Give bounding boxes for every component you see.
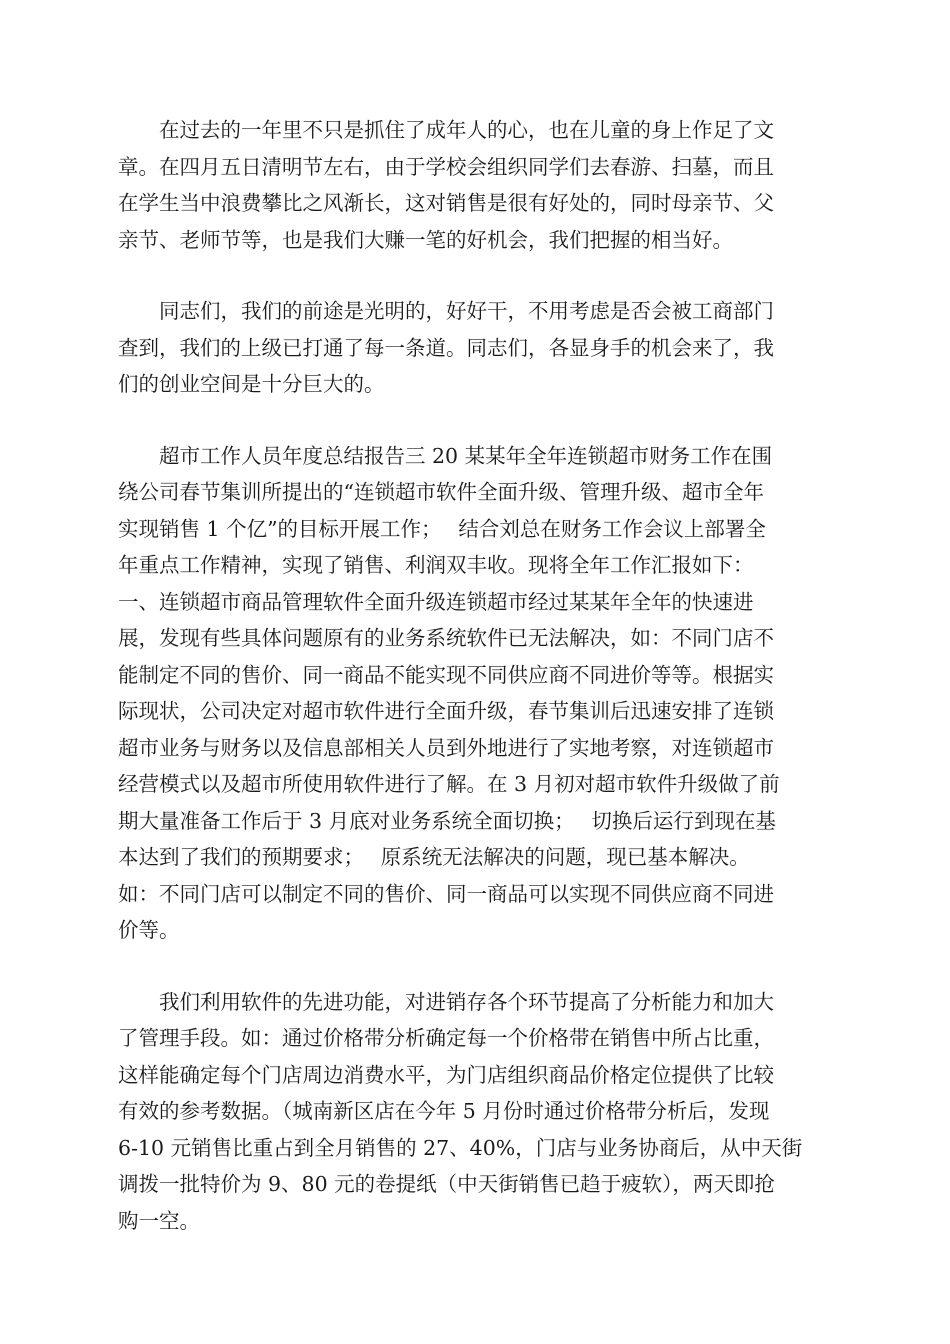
- text-line: 这样能确定每个门店周边消费水平，为门店组织商品价格定位提供了比较: [118, 1062, 774, 1087]
- paragraph-2: [118, 293, 832, 403]
- text-line: 超市业务与财务以及信息部相关人员到外地进行了实地考察，对连锁超市: [118, 735, 774, 760]
- text-line: 有效的参考数据。（城南新区店在今年 5 月份时通过价格带分析后，发现: [118, 1099, 770, 1123]
- document-page: [118, 112, 832, 1274]
- text-line: 调拨一批特价为 9、80 元的卷提纸（中天街销售已趋于疲软），两天即抢: [118, 1172, 775, 1196]
- text-line: 我们利用软件的先进功能，对进销存各个环节提高了分析能力和加大: [159, 989, 774, 1014]
- text-line: 本达到了我们的预期要求； 原系统无法解决的问题，现已基本解决。: [118, 845, 750, 869]
- text-line: 如：不同门店可以制定不同的售价、同一商品可以实现不同供应商不同进: [118, 881, 774, 906]
- text-line: 亲节、老师节等，也是我们大赚一笔的好机会，我们把握的相当好。: [118, 227, 733, 252]
- text-line: 们的创业空间是十分巨大的。: [118, 372, 385, 396]
- text-line: 超市工作人员年度总结报告三 20 某某年全年连锁超市财务工作在围: [159, 443, 773, 468]
- text-line: 价等。: [118, 918, 180, 942]
- paragraph-4: [118, 984, 832, 1240]
- text-line: 查到，我们的上级已打通了每一条道。同志们，各显身手的机会来了，我: [118, 335, 774, 360]
- text-line: 年重点工作精神，实现了销售、利润双丰收。现将全年工作汇报如下：: [118, 553, 754, 577]
- text-line: 实现销售 1 个亿”的目标开展工作； 结合刘总在财务工作会议上部署全: [118, 516, 766, 541]
- text-line: 经营模式以及超市所使用软件进行了解。在 3 月初对超市软件升级做了前: [118, 772, 780, 796]
- text-line: 期大量准备工作后于 3 月底对业务系统全面切换； 切换后运行到现在基: [118, 808, 776, 833]
- text-line: 一、连锁超市商品管理软件全面升级连锁超市经过某某年全年的快速进: [118, 589, 754, 614]
- text-line: 展，发现有些具体问题原有的业务系统软件已无法解决，如：不同门店不: [118, 626, 774, 650]
- text-line: 绕公司春节集训所提出的“连锁超市软件全面升级、管理升级、超市全年: [118, 480, 764, 504]
- text-line: 6-10 元销售比重占到全月销售的 27、40%，门店与业务协商后，从中天街: [118, 1135, 803, 1160]
- text-line: 同志们，我们的前途是光明的，好好干，不用考虑是否会被工商部门: [159, 299, 774, 323]
- paragraph-1: [118, 112, 832, 258]
- text-line: 际现状，公司决定对超市软件进行全面升级，春节集训后迅速安排了连锁: [118, 699, 774, 723]
- text-line: 在过去的一年里不只是抓住了成年人的心，也在儿童的身上作足了文: [159, 118, 774, 142]
- text-line: 能制定不同的售价、同一商品不能实现不同供应商不同进价等等。根据实: [118, 662, 774, 687]
- text-line: 在学生当中浪费攀比之风渐长，这对销售是很有好处的，同时母亲节、父: [118, 191, 774, 215]
- text-line: 购一空。: [118, 1208, 200, 1233]
- paragraph-3: [118, 438, 832, 949]
- text-line: 章。在四月五日清明节左右，由于学校会组织同学们去春游、扫墓，而且: [118, 154, 774, 179]
- text-line: 了管理手段。如：通过价格带分析确定每一个价格带在销售中所占比重，: [118, 1026, 774, 1050]
